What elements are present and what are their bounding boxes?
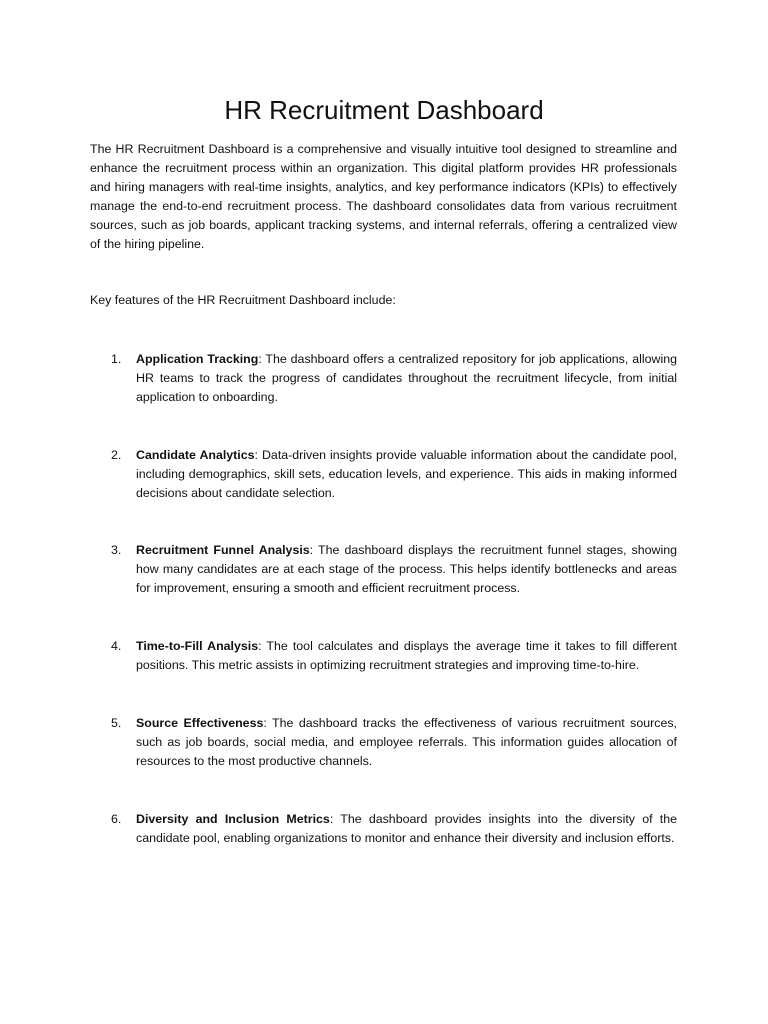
feature-number: 1. <box>111 352 122 366</box>
feature-body <box>136 810 677 848</box>
feature-number: 2. <box>111 448 122 462</box>
feature-text: : The tool calculates and displays the average time it takes to fill different positions. This metric assists in optimizing recruitment strategies and improving time-to-hire. <box>136 639 677 672</box>
feature-item-6 <box>111 810 677 848</box>
feature-text: : The dashboard displays the recruitment funnel stages, showing how many candidates are at each stage of the process. This helps identify bottlenecks and areas for improvement, ensuring a smooth and efficient recruitment process. <box>136 543 677 595</box>
feature-term: Application Tracking <box>136 352 259 366</box>
feature-term: Time-to-Fill Analysis <box>136 639 259 653</box>
feature-item-2 <box>111 446 677 503</box>
feature-term: Diversity and Inclusion Metrics <box>136 812 330 826</box>
feature-body <box>136 714 677 771</box>
feature-item-4 <box>111 637 677 675</box>
features-heading: Key features of the HR Recruitment Dashboard include: <box>90 293 396 307</box>
feature-body <box>136 541 677 598</box>
feature-text: : The dashboard provides insights into the diversity of the candidate pool, enabling organizations to monitor and enhance their diversity and inclusion efforts. <box>136 812 677 845</box>
page-title: HR Recruitment Dashboard <box>224 95 544 125</box>
feature-number: 6. <box>111 812 122 826</box>
feature-text: : Data-driven insights provide valuable information about the candidate pool, including demographics, skill sets, education levels, and experience. This aids in making informed decisions about candidate selection. <box>136 448 677 500</box>
intro-paragraph: The HR Recruitment Dashboard is a comprehensive and visually intuitive tool designed to streamline and enhance the recruitment process within an organization. This digital platform provides HR professionals and hiring managers with real-time insights, analytics, and key performance indicators (KPIs) to effectively manage the end-to-end recruitment process. The dashboard consolidates data from various recruitment sources, such as job boards, applicant tracking systems, and internal referrals, offering a centralized view of the hiring pipeline. <box>90 142 677 251</box>
feature-body <box>136 637 677 675</box>
feature-term: Recruitment Funnel Analysis <box>136 543 310 557</box>
feature-text: : The dashboard offers a centralized repository for job applications, allowing HR teams to track the progress of candidates throughout the recruitment lifecycle, from initial application to onboarding. <box>136 352 677 404</box>
feature-item-1 <box>111 350 677 407</box>
feature-number: 3. <box>111 543 122 557</box>
feature-term: Source Effectiveness <box>136 716 264 730</box>
feature-item-3 <box>111 541 677 598</box>
feature-text: : The dashboard tracks the effectiveness of various recruitment sources, such as job boards, social media, and employee referrals. This information guides allocation of resources to the most productive channels. <box>136 716 677 768</box>
feature-body <box>136 446 677 503</box>
feature-body <box>136 350 677 407</box>
feature-term: Candidate Analytics <box>136 448 255 462</box>
feature-number: 4. <box>111 639 122 653</box>
feature-number: 5. <box>111 716 122 730</box>
feature-item-5 <box>111 714 677 771</box>
